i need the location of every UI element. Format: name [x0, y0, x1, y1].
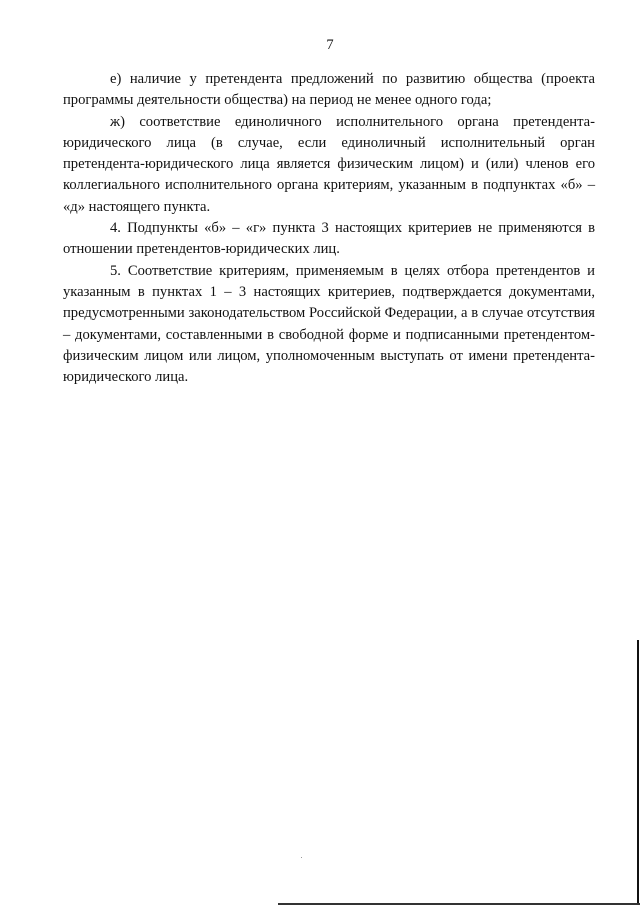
paragraph-item-4: 4. Подпункты «б» – «г» пункта 3 настоящих критериев не применяются в отношении претендентов-юридических лиц. [63, 220, 595, 258]
paragraph-item-5: 5. Соответствие критериям, применяемым в целях отбора претендентов и указанным в пунктах 1 – 3 настоящих критериев, подтверждается документами, предусмотренными законодательством Российской Федерации, а в случае отсутствия – документами, составленными в свободной форме и подписанными претендентом-физическим лицом или лицом, уполномоченным выступать от имени претендента-юридического лица. [63, 262, 595, 386]
scan-speck [301, 857, 302, 858]
paragraph-subitem-zh: ж) соответствие единоличного исполнительного органа претендента-юридического лица (в случае, если единоличный исполнительный орган претендента-юридического лица является физическим лицом) и (или) членов его коллегиального исполнительного органа критериям, указанным в подпунктах «б» – «д» настоящего пункта. [63, 113, 595, 215]
document-body [63, 69, 595, 388]
page-number: 7 [326, 37, 334, 53]
paragraph-subitem-e: е) наличие у претендента предложений по развитию общества (проекта программы деятельности общества) на период не менее одного года; [63, 71, 595, 109]
scan-edge-right [637, 640, 639, 905]
